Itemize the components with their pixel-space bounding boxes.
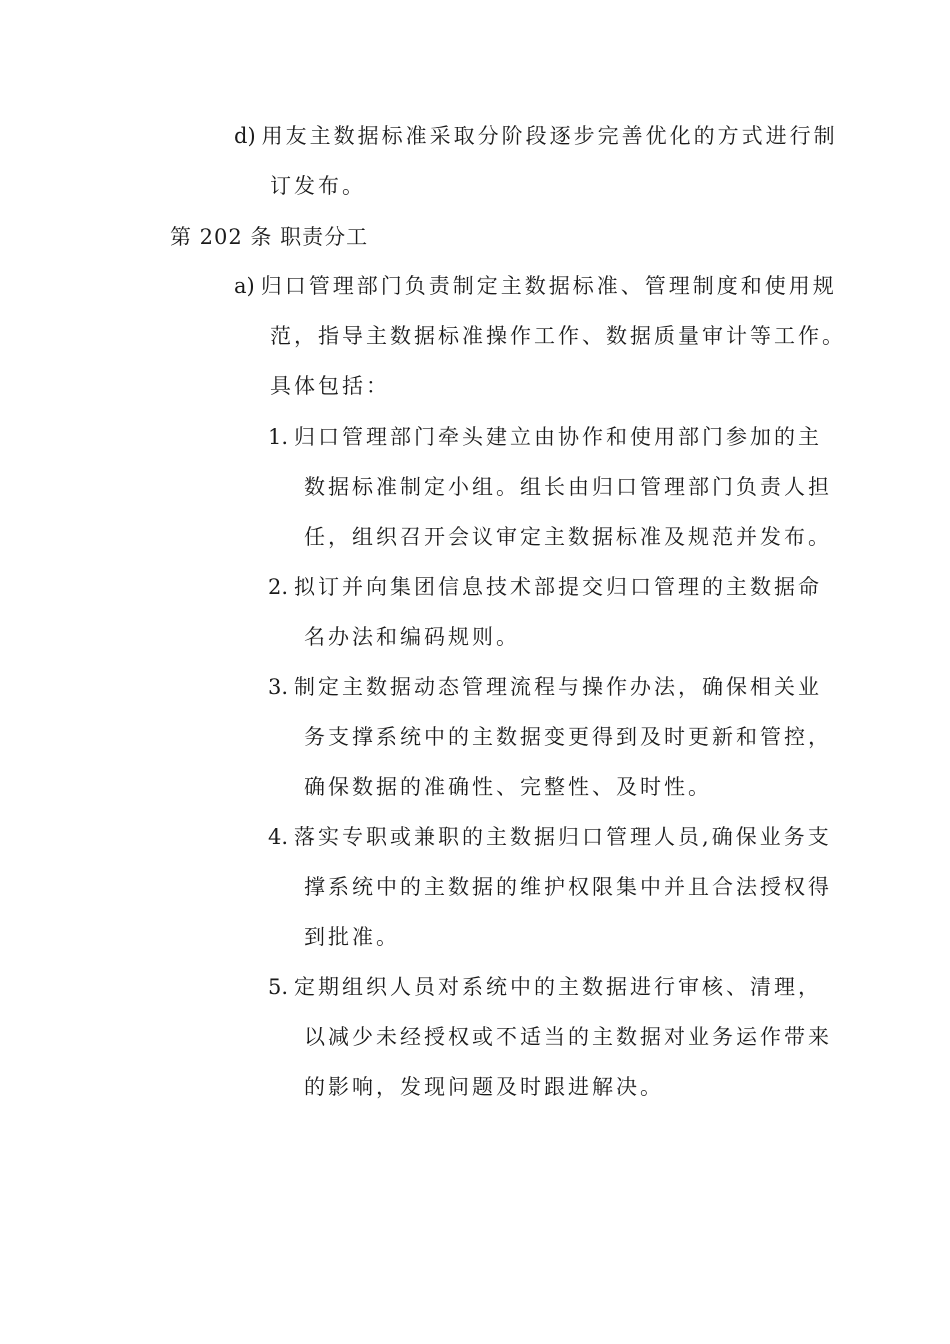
sub-item-1-line-2: 数据标准制定小组。组长由归口管理部门负责人担 <box>304 475 832 499</box>
item-a-line-2: 范，指导主数据标准操作工作、数据质量审计等工作。 <box>270 324 846 348</box>
item-d-label: d) <box>234 124 256 148</box>
sub-item-4-text-1: 落实专职或兼职的主数据归口管理人员,确保业务支 <box>294 825 832 849</box>
sub-item-1-text-1: 归口管理部门牵头建立由协作和使用部门参加的主 <box>294 425 823 449</box>
sub-item-3-label: 3. <box>268 675 289 699</box>
item-a-line-3: 具体包括： <box>270 374 390 398</box>
sub-item-1-label: 1. <box>268 425 289 449</box>
sub-item-4-line-3: 到批准。 <box>304 925 400 949</box>
sub-item-5-line-1 <box>268 972 822 1002</box>
sub-item-3-text-1: 制定主数据动态管理流程与操作办法，确保相关业 <box>294 675 823 699</box>
item-a-line-1 <box>234 271 837 301</box>
sub-item-2-line-2: 名办法和编码规则。 <box>304 625 520 649</box>
sub-item-1-line-3: 任，组织召开会议审定主数据标准及规范并发布。 <box>304 525 832 549</box>
sub-item-5-line-2: 以减少未经授权或不适当的主数据对业务运作带来 <box>304 1025 832 1049</box>
item-a-label: a) <box>234 274 255 298</box>
sub-item-5-line-3: 的影响，发现问题及时跟进解决。 <box>304 1075 664 1099</box>
sub-item-2-text-1: 拟订并向集团信息技术部提交归口管理的主数据命 <box>294 575 823 599</box>
sub-item-1-line-1 <box>268 422 822 452</box>
item-a-text-1: 归口管理部门负责制定主数据标准、管理制度和使用规 <box>260 274 837 298</box>
item-d-line-2: 订发布。 <box>270 174 366 198</box>
sub-item-5-text-1: 定期组织人员对系统中的主数据进行审核、清理， <box>294 975 823 999</box>
item-d-line-1 <box>234 121 838 151</box>
sub-item-4-label: 4. <box>268 825 289 849</box>
sub-item-3-line-1 <box>268 672 822 702</box>
item-d-text-1: 用友主数据标准采取分阶段逐步完善优化的方式进行制 <box>261 124 838 148</box>
sub-item-2-label: 2. <box>268 575 289 599</box>
sub-item-2-line-1 <box>268 572 822 602</box>
sub-item-4-line-2: 撑系统中的主数据的维护权限集中并且合法授权得 <box>304 875 832 899</box>
sub-item-3-line-2: 务支撑系统中的主数据变更得到及时更新和管控， <box>304 725 832 749</box>
article-title: 第 202 条 职责分工 <box>170 225 369 249</box>
sub-item-5-label: 5. <box>268 975 289 999</box>
sub-item-4-line-1 <box>268 822 832 852</box>
sub-item-3-line-3: 确保数据的准确性、完整性、及时性。 <box>304 775 712 799</box>
